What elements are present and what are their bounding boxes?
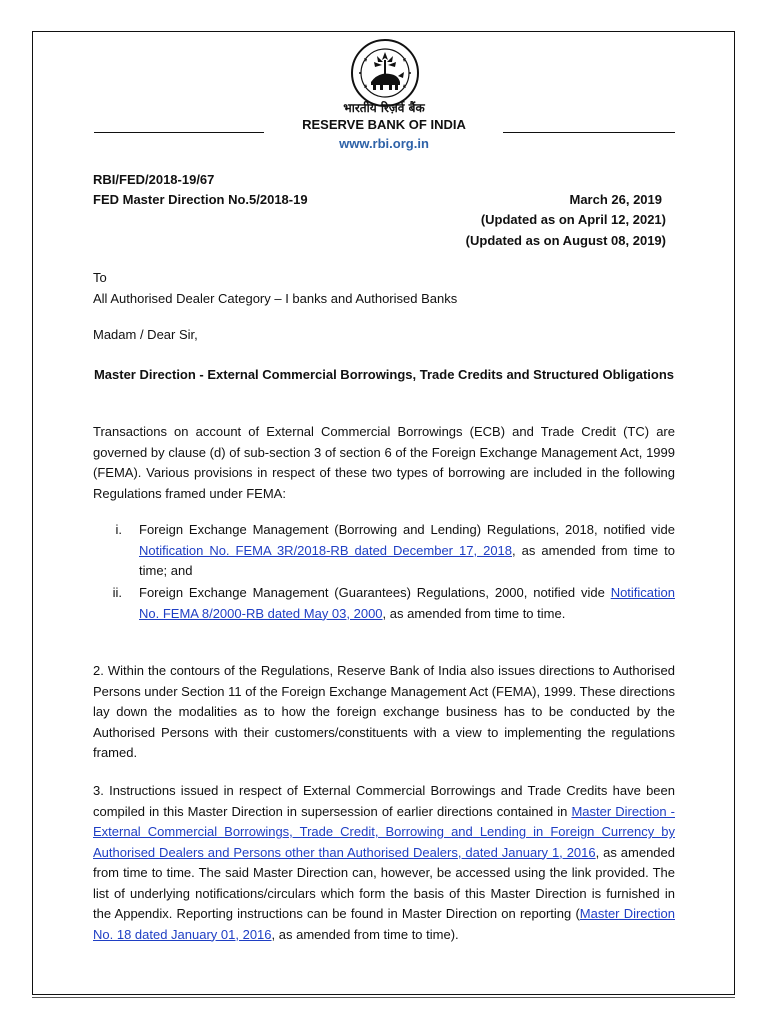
paragraph-3-text: , as amended from time to time).: [271, 926, 459, 942]
list-number: ii.: [112, 585, 122, 600]
list-item: [139, 583, 675, 624]
notification-link-fema-3r[interactable]: Notification No. FEMA 3R/2018-RB dated December 17, 2018: [139, 542, 513, 558]
direction-number: FED Master Direction No.5/2018-19: [93, 192, 308, 207]
paragraph-3-text: , as amended from time to time. The said Master Direction can, however, be accessed using the link provided. The list of underlying notifications/circulars which form the basis of this Master Direction is furnished in the Appendix. Reporting instructions can be found in Master Direction on reporting (: [93, 844, 675, 921]
paragraph-3: [93, 781, 675, 945]
list-item-text: Foreign Exchange Management (Borrowing and Lending) Regulations, 2018, notified vide: [139, 522, 675, 537]
rbi-seal-icon: [350, 38, 420, 108]
list-item-text: Foreign Exchange Management (Guarantees) Regulations, 2000, notified vide: [139, 585, 611, 600]
salutation: Madam / Dear Sir,: [93, 327, 198, 342]
header-rule-left: [94, 132, 264, 133]
website-link[interactable]: www.rbi.org.in: [339, 136, 429, 151]
master-direction-18-link[interactable]: Master Direction No. 18 dated January 01, 2016: [93, 906, 675, 942]
list-item-text: , as amended from time to time; and: [139, 542, 675, 578]
updated-date-2: (Updated as on August 08, 2019): [465, 233, 666, 248]
header-rule-right: [503, 132, 675, 133]
list-item: [139, 520, 675, 582]
to-label: To: [93, 270, 107, 285]
paragraph-3-text: 3. Instructions issued in respect of External Commercial Borrowings and Trade Credits have been compiled in this Master Direction in supersession of earlier directions contained in: [93, 783, 675, 819]
recipients: All Authorised Dealer Category – I banks and Authorised Banks: [93, 291, 458, 306]
notification-link-fema-8[interactable]: Notification No. FEMA 8/2000-RB dated May 03, 2000: [139, 585, 675, 621]
page-bottom-rule: [32, 997, 735, 998]
issue-date: March 26, 2019: [569, 192, 662, 207]
updated-date-1: (Updated as on April 12, 2021): [480, 212, 666, 227]
document-title: Master Direction - External Commercial Borrowings, Trade Credits and Structured Obligations: [93, 367, 675, 382]
intro-paragraph: Transactions on account of External Commercial Borrowings (ECB) and Trade Credit (TC) are governed by clause (d) of sub-section 3 of section 6 of the Foreign Exchange Management Act, 1999 (FEMA). Various provisions in respect of these two types of borrowing are included in the following Regulations framed under FEMA:: [93, 424, 675, 501]
bank-name: RESERVE BANK OF INDIA: [302, 117, 466, 132]
master-direction-2016-link[interactable]: Master Direction - External Commercial Borrowings, Trade Credit, Borrowing and Lending in Foreign Currency by Authorised Dealers and Persons other than Authorised Dealers, dated January 1, 2016: [93, 803, 675, 860]
list-number: i.: [115, 522, 122, 537]
list-item-text: , as amended from time to time.: [382, 605, 566, 621]
bank-name-hindi: भारतीय रिज़र्व बैंक: [343, 101, 425, 115]
paragraph-2: 2. Within the contours of the Regulations, Reserve Bank of India also issues directions to Authorised Persons under Section 11 of the Foreign Exchange Management Act (FEMA), 1999. These directions lay down the modalities as to how the foreign exchange business has to be conducted by the Authorised Persons with their customers/constituents with a view to implementing the regulations framed.: [93, 663, 675, 760]
reference-number: RBI/FED/2018-19/67: [93, 172, 215, 187]
